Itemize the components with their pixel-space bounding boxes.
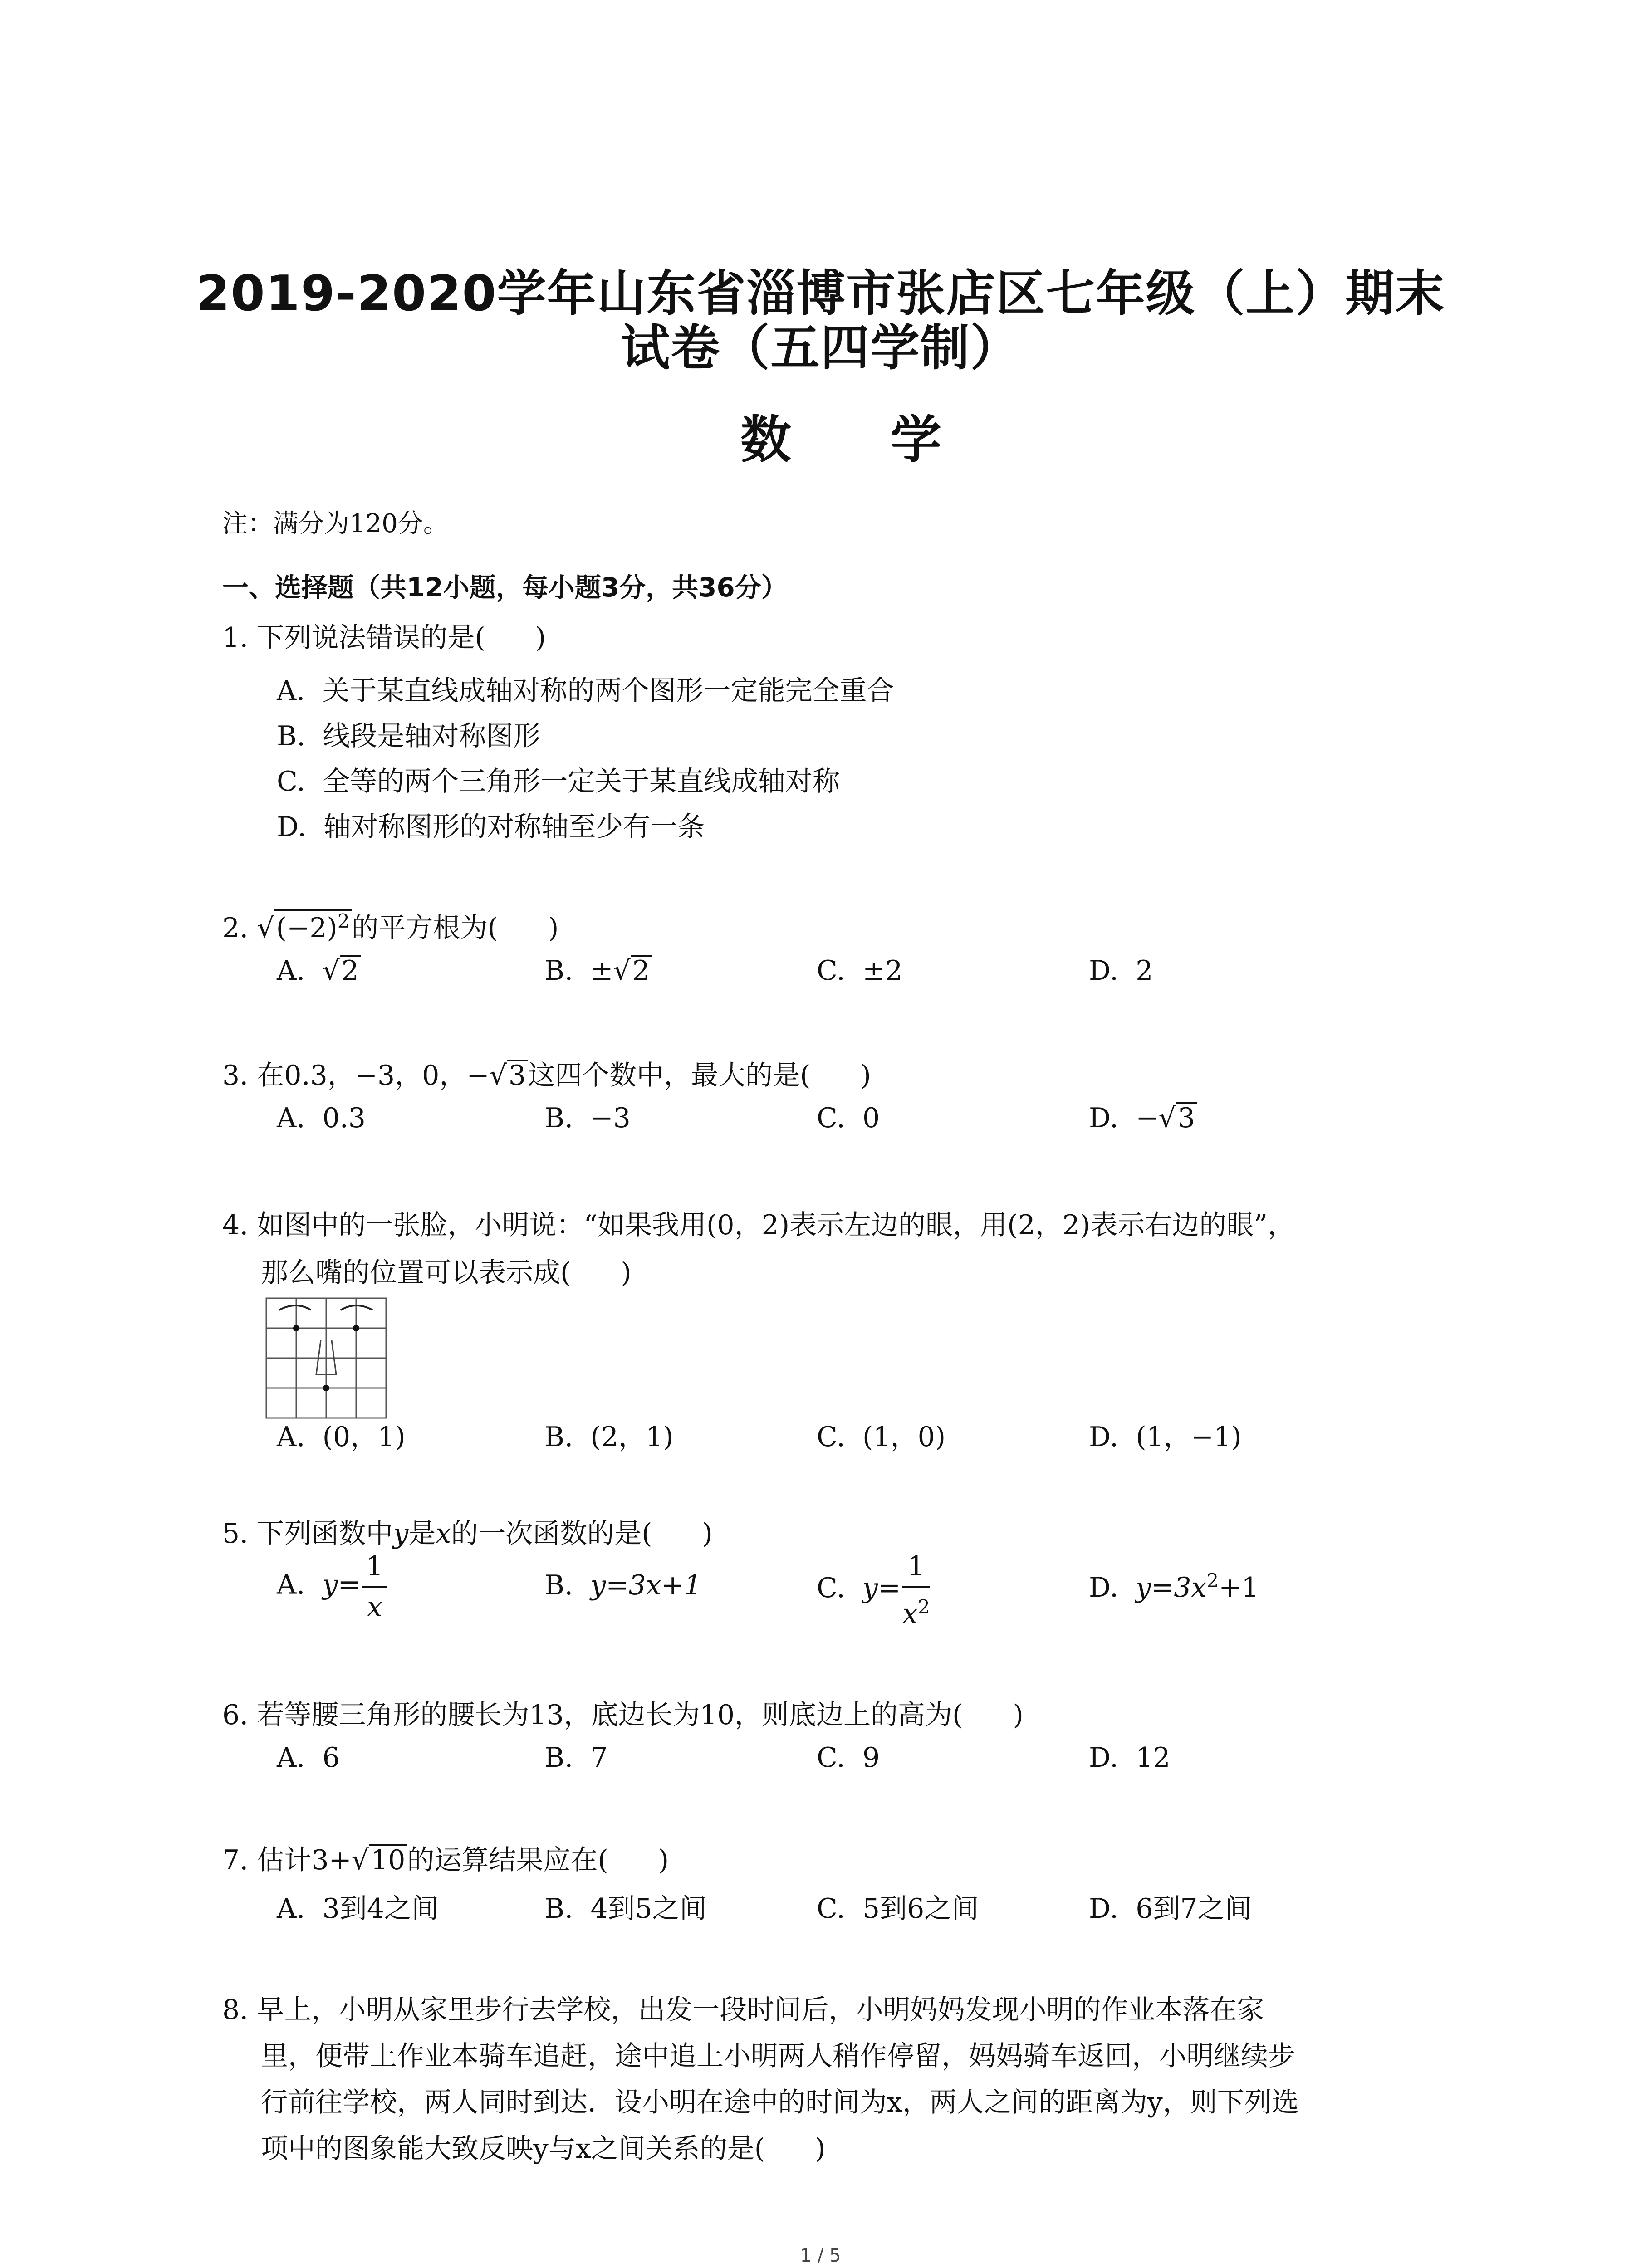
face-grid-figure (265, 1297, 388, 1420)
subject-title: 数 学 (740, 411, 982, 469)
left-eyebrow (279, 1305, 311, 1310)
question-7-option-b: B. 4到5之间 (544, 1893, 707, 1925)
question-6-option-d: D. 12 (1089, 1742, 1171, 1774)
question-2-option-a: A. √2 (277, 955, 361, 987)
question-3-option-c: C. 0 (817, 1102, 880, 1134)
question-3-option-d: D. −√3 (1089, 1102, 1197, 1134)
question-number: 3. (222, 1060, 249, 1091)
question-5-stem: 5. 下列函数中y是x的一次函数的是( ) (222, 1518, 713, 1549)
section-title: 一、选择题（共12小题，每小题3分，共36分） (222, 572, 788, 603)
question-number: 8. (222, 1994, 249, 2026)
question-5-option-a: A. y= $\frac{1}{x}$ (277, 1547, 389, 1627)
question-4-option-a: A. (0，1) (277, 1421, 406, 1453)
left-eye (293, 1325, 299, 1331)
question-4-option-c: C. (1，0) (817, 1421, 946, 1453)
question-1-option-d: D. 轴对称图形的对称轴至少有一条 (277, 811, 705, 843)
question-7-stem: 7. 估计3+√10的运算结果应在( ) (222, 1844, 669, 1876)
question-2-stem: 2. $√(-2)^2$的平方根为( ) (222, 910, 559, 944)
question-text: 下列说法错误的是( (257, 622, 485, 654)
question-number: 5. (222, 1518, 249, 1549)
question-6-option-a: A. 6 (277, 1742, 340, 1774)
question-5-option-b: B. y=3x+1 (544, 1569, 701, 1601)
question-8-line-2: 里，便带上作业本骑车追赶，途中追上小明两人稍作停留，妈妈骑车返回，小明继续步 (261, 2040, 1295, 2072)
question-6-option-b: B. 7 (544, 1742, 608, 1774)
question-3-option-b: B. −3 (544, 1102, 631, 1134)
mouth-point (323, 1385, 329, 1391)
question-7-option-d: D. 6到7之间 (1089, 1893, 1252, 1925)
question-4-stem-line-2: 那么嘴的位置可以表示成( ) (261, 1257, 632, 1289)
score-note: 注：满分为120分。 (222, 509, 449, 538)
question-7-option-a: A. 3到4之间 (277, 1893, 439, 1925)
answer-paren-close: ) (535, 622, 546, 654)
question-8-line-1: 8. 早上，小明从家里步行去学校，出发一段时间后，小明妈妈发现小明的作业本落在家 (222, 1994, 1264, 2026)
question-2-option-b: B. ±√2 (544, 955, 652, 987)
question-3-stem: 3. 在0.3，−3，0，−√3这四个数中，最大的是( ) (222, 1060, 871, 1091)
question-7-option-c: C. 5到6之间 (817, 1893, 979, 1925)
question-6-option-c: C. 9 (817, 1742, 880, 1774)
question-number: 4. (222, 1209, 249, 1241)
grid-lines (266, 1298, 386, 1418)
question-1-option-b: B. 线段是轴对称图形 (277, 720, 541, 752)
title-line-2: 试卷（五四学制） (621, 320, 1020, 376)
sqrt-sign: √ (257, 912, 274, 944)
question-1-option-a: A. 关于某直线成轴对称的两个图形一定能完全重合 (277, 675, 894, 707)
question-4-option-b: B. (2，1) (544, 1421, 674, 1453)
question-number: 1. (222, 622, 249, 654)
question-2-option-c: C. ±2 (817, 955, 903, 987)
question-8-line-4: 项中的图象能大致反映y与x之间关系的是( ) (261, 2133, 826, 2165)
right-eye (353, 1325, 359, 1331)
question-1-stem (222, 615, 546, 661)
question-number: 6. (222, 1699, 249, 1731)
page-number: 1 / 5 (800, 2245, 841, 2266)
question-5-option-d: D. $y=3x^2+1$ (1089, 1569, 1259, 1603)
question-5-option-c: C. y= $\frac{1}{x^2}$ (817, 1547, 932, 1633)
question-4-stem-line-1: 4. 如图中的一张脸，小明说：“如果我用(0，2)表示左边的眼，用(2，2)表示右边的眼”， (222, 1209, 1295, 1241)
question-3-option-a: A. 0.3 (277, 1102, 366, 1134)
question-6-stem: 6. 若等腰三角形的腰长为13，底边长为10，则底边上的高为( ) (222, 1699, 1024, 1731)
question-2-option-d: D. 2 (1089, 955, 1153, 987)
question-1-option-c: C. 全等的两个三角形一定关于某直线成轴对称 (277, 766, 840, 797)
question-number: 2. (222, 912, 249, 944)
title-line-1: 2019-2020学年山东省淄博市张店区七年级（上）期末 (196, 265, 1445, 322)
question-number: 7. (222, 1844, 249, 1876)
question-8-line-3: 行前往学校，两人同时到达．设小明在途中的时间为x，两人之间的距离为y，则下列选 (261, 2087, 1299, 2118)
question-4-option-d: D. (1，−1) (1089, 1421, 1242, 1453)
